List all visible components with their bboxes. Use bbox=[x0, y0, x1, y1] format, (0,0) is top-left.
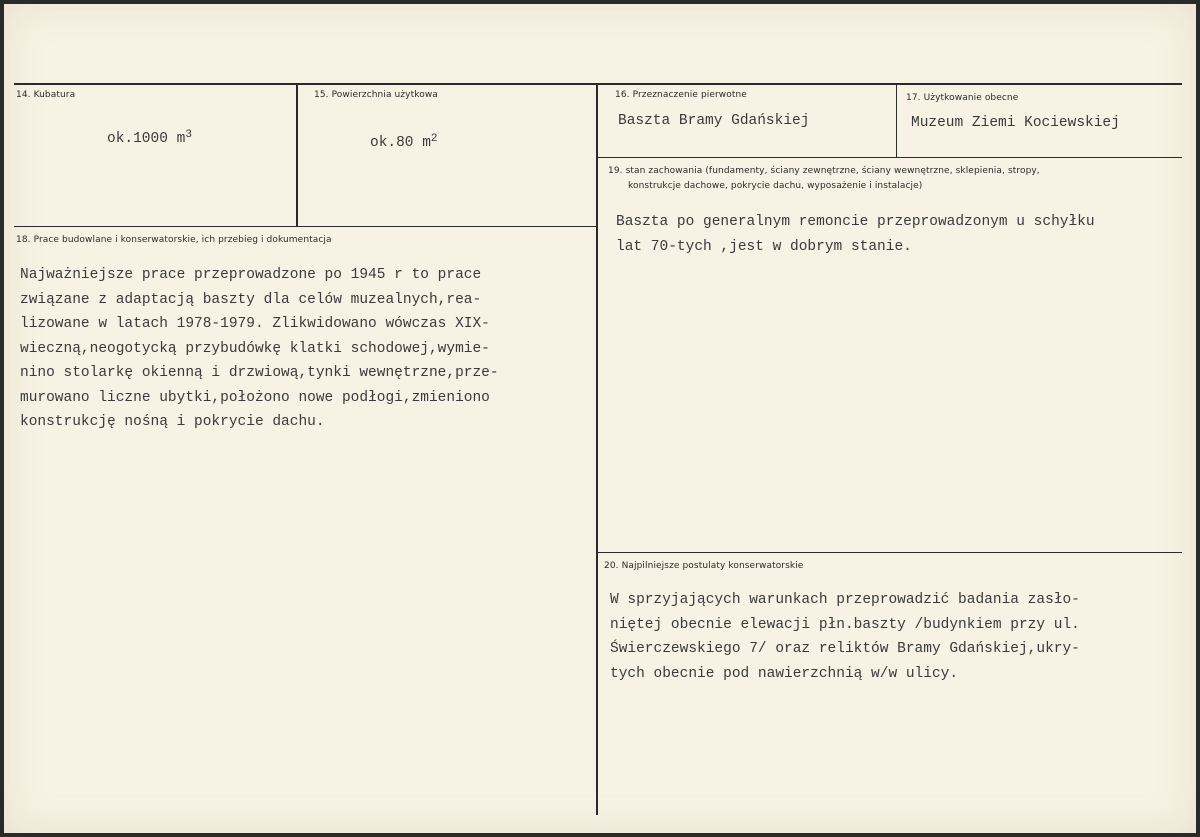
rule-f16-bottom bbox=[597, 157, 1182, 158]
uzytkowanie-value: Muzeum Ziemi Kociewskiej bbox=[911, 115, 1120, 131]
stan-line: lat 70-tych ,jest w dobrym stanie. bbox=[616, 238, 912, 255]
postulaty-line: W sprzyjających warunkach przeprowadzić badania zasło- bbox=[610, 592, 1080, 608]
rule-v-center bbox=[596, 84, 598, 815]
kubatura-label: 14. Kubatura bbox=[16, 90, 76, 100]
postulaty-text bbox=[610, 588, 1080, 686]
kubatura-number: ok.1000 m bbox=[107, 131, 186, 147]
rule-f14-bottom bbox=[14, 226, 597, 227]
prace-line: lizowane w latach 1978-1979. Zlikwidowano wówczas XIX- bbox=[20, 316, 490, 332]
postulaty-line: tych obecnie pod nawierzchnią w/w ulicy. bbox=[610, 665, 959, 682]
powierzchnia-label: 15. Powierzchnia użytkowa bbox=[314, 90, 438, 100]
prace-text bbox=[20, 263, 499, 435]
prace-line: związane z adaptacją baszty dla celów muzealnych,rea- bbox=[20, 291, 482, 308]
prace-line: Najważniejsze prace przeprowadzone po 1945 r to prace bbox=[20, 267, 482, 283]
record-card bbox=[4, 4, 1196, 833]
rule-f19-bottom bbox=[597, 552, 1182, 553]
powierzchnia-number: ok.80 m bbox=[370, 135, 431, 151]
kubatura-value bbox=[107, 131, 192, 147]
stan-label-line2: konstrukcje dachowe, pokrycie dachu, wyposażenie i instalacje) bbox=[628, 181, 923, 191]
stan-line: Baszta po generalnym remoncie przeprowadzonym u schyłku bbox=[616, 214, 1095, 230]
przeznaczenie-value: Baszta Bramy Gdańskiej bbox=[618, 113, 810, 129]
kubatura-exponent: 3 bbox=[185, 129, 192, 141]
rule-v-f16-f17 bbox=[896, 84, 897, 158]
rule-top bbox=[14, 83, 1182, 85]
prace-line: nino stolarkę okienną i drzwiową,tynki wewnętrzne,prze- bbox=[20, 365, 499, 381]
stan-label-line1: 19. stan zachowania (fundamenty, ściany zewnętrzne, ściany wewnętrzne, sklepienia, stropy, bbox=[608, 166, 1040, 176]
powierzchnia-exponent: 2 bbox=[430, 133, 438, 145]
powierzchnia-value bbox=[370, 135, 438, 151]
przeznaczenie-label: 16. Przeznaczenie pierwotne bbox=[615, 90, 747, 100]
prace-label: 18. Prace budowlane i konserwatorskie, ich przebieg i dokumentacja bbox=[16, 235, 332, 245]
prace-line: murowano liczne ubytki,położono nowe podłogi,zmieniono bbox=[20, 389, 490, 406]
prace-line: wieczną,neogotycką przybudówkę klatki schodowej,wymie- bbox=[20, 340, 490, 357]
prace-line: konstrukcję nośną i pokrycie dachu. bbox=[20, 414, 325, 430]
postulaty-label: 20. Najpilniejsze postulaty konserwatorskie bbox=[604, 561, 804, 571]
stan-text bbox=[616, 210, 1095, 259]
postulaty-line: niętej obecnie elewacji płn.baszty /budynkiem przy ul. bbox=[610, 616, 1080, 633]
postulaty-line: Świerczewskiego 7/ oraz reliktów Bramy Gdańskiej,ukry- bbox=[610, 641, 1080, 657]
rule-v-f14-f15 bbox=[296, 84, 298, 227]
uzytkowanie-label: 17. Użytkowanie obecne bbox=[906, 93, 1019, 103]
